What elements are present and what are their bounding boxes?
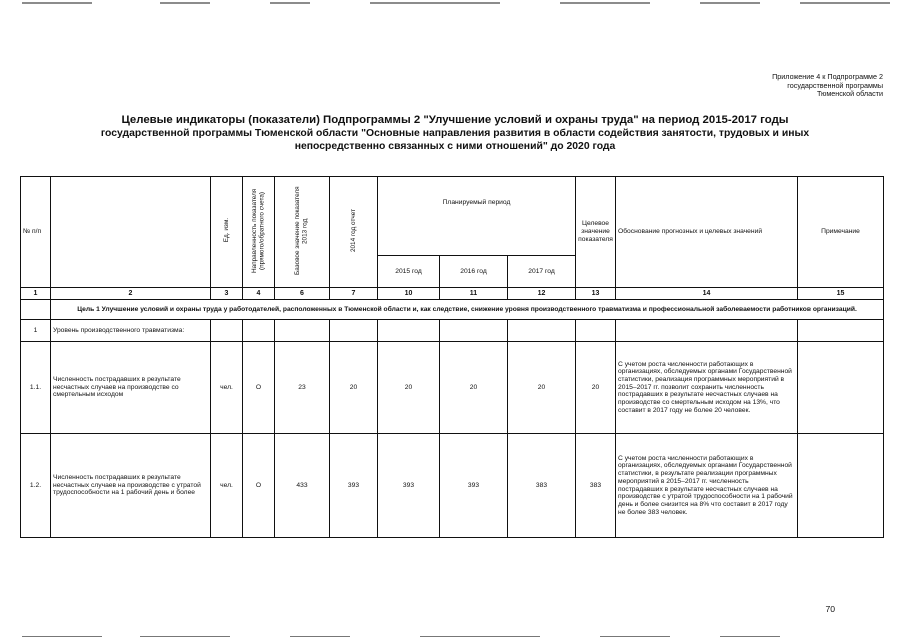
row-base: 23	[275, 342, 330, 434]
appendix-note	[683, 73, 883, 99]
appendix-line-3: Тюменской области	[816, 89, 883, 99]
row-note	[798, 434, 884, 538]
row-name: Численность пострадавших в результате несчастных случаев на производстве с утратой трудоспособности на 1 рабочий день и более	[51, 434, 211, 538]
row-justification: С учетом роста численности работающих в организациях, обследуемых органами Государственной статистики, в результате реализации программных мероприятий в 2015–2017 гг. численность пострадавших в результате несчастных случаев на производстве с утратой трудоспособности на 1 рабочий день и более снизится на 8% что составит в 2017 году не более 383 человек.	[616, 434, 798, 538]
col-number: 6	[275, 288, 330, 300]
goal-row	[21, 300, 884, 320]
header-justification: Обоснование прогнозных и целевых значений	[616, 177, 798, 288]
appendix-line-2: государственной программы	[787, 80, 883, 90]
row-num: 1.1.	[21, 342, 51, 434]
row-report-2014: 393	[330, 434, 378, 538]
row-report-2014: 20	[330, 342, 378, 434]
title-line-3: непосредственно связанных с ними отношений" до 2020 года	[294, 141, 616, 152]
col-number: 13	[576, 288, 616, 300]
header-row-1	[21, 177, 884, 256]
row-name: Численность пострадавших в результате несчастных случаев на производстве со смертельным исходом	[51, 342, 211, 434]
header-planned: Планируемый период	[378, 177, 576, 256]
title-line-2: государственной программы Тюменской области "Основные направления развития в области содействия занятости, трудовых и иных	[100, 128, 810, 139]
header-report-2014: 2014 год отчет	[330, 177, 378, 288]
goal-text: Цель 1 Улучшение условий и охраны труда у работодателей, расположенных в Тюменской области и, как следствие, снижение уровня производственного травматизма и профессиональной заболеваемости работников организаций.	[51, 300, 884, 320]
section-name: Уровень производственного травматизма:	[51, 320, 211, 342]
row-2016: 393	[440, 434, 508, 538]
row-num: 1.2.	[21, 434, 51, 538]
page-number: 70	[825, 604, 835, 614]
header-note: Примечание	[798, 177, 884, 288]
row-target: 20	[576, 342, 616, 434]
row-base: 433	[275, 434, 330, 538]
row-2017: 383	[508, 434, 576, 538]
col-number: 11	[440, 288, 508, 300]
row-2016: 20	[440, 342, 508, 434]
row-unit: чел.	[211, 434, 243, 538]
row-target: 383	[576, 434, 616, 538]
table-row	[21, 434, 884, 538]
row-note	[798, 342, 884, 434]
col-number: 15	[798, 288, 884, 300]
indicators-table	[20, 176, 884, 538]
section-row	[21, 320, 884, 342]
col-number: 2	[51, 288, 211, 300]
row-direction: О	[243, 434, 275, 538]
header-num: № п/п	[21, 177, 51, 288]
header-target: Целевое значение показателя	[576, 177, 616, 288]
appendix-line-1: Приложение 4 к Подпрограмме 2	[772, 72, 883, 81]
header-2016: 2016 год	[440, 256, 508, 288]
col-number: 1	[21, 288, 51, 300]
header-2015: 2015 год	[378, 256, 440, 288]
table-row	[21, 342, 884, 434]
header-base: Базовое значение показателя 2013 год	[275, 177, 330, 288]
row-unit: чел.	[211, 342, 243, 434]
col-number: 4	[243, 288, 275, 300]
col-number: 10	[378, 288, 440, 300]
row-2015: 393	[378, 434, 440, 538]
row-direction: О	[243, 342, 275, 434]
section-num: 1	[21, 320, 51, 342]
header-unit: Ед. изм.	[211, 177, 243, 288]
row-2017: 20	[508, 342, 576, 434]
header-direction: Направленность показателя (прямого/обратного счета)	[243, 177, 275, 288]
col-number: 3	[211, 288, 243, 300]
col-number: 7	[330, 288, 378, 300]
column-numbers-row	[21, 288, 884, 300]
document-title	[70, 114, 840, 153]
row-2015: 20	[378, 342, 440, 434]
row-justification: С учетом роста численности работающих в организациях, обследуемых органами Государственной статистики, реализация программных мероприятий в 2015–2017 гг. позволит сохранить численность пострадавших в результате несчастных случаев на производстве со смертельным исходом на 13%, что составит в 2017 году не более 20 человек.	[616, 342, 798, 434]
header-name	[51, 177, 211, 288]
header-2017: 2017 год	[508, 256, 576, 288]
col-number: 12	[508, 288, 576, 300]
title-line-1: Целевые индикаторы (показатели) Подпрограммы 2 "Улучшение условий и охраны труда" на период 2015-2017 годы	[121, 114, 789, 126]
col-number: 14	[616, 288, 798, 300]
